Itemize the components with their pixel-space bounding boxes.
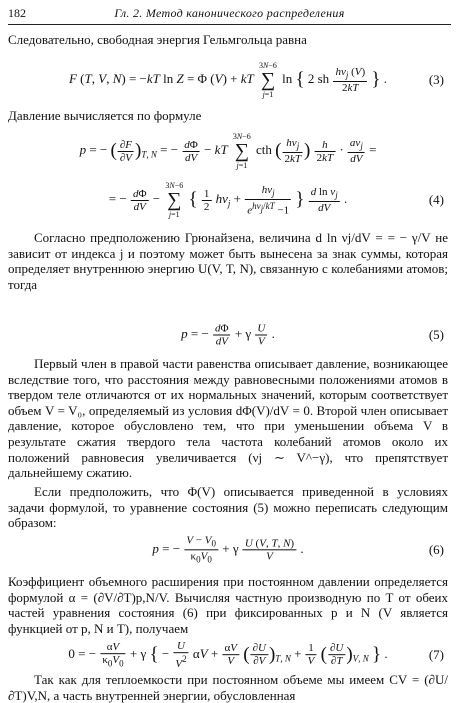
- running-head: Гл. 2. Метод канонического распределения: [114, 6, 345, 20]
- equation-4a: p = − ( $\frac{\partial F}{\partial V}$ )$_{T, N}$ = − $\frac{d\Phi}{dV}$ − kT 3N−6 ∑ j=1 cth ( $\frac{h\nu_j}{2kT}$ ) $\frac{h}{2kT}$ · $\frac{a\nu_j}{dV}$ =: [79, 132, 377, 170]
- equation-number: (7): [428, 647, 444, 662]
- equation-number: (3): [428, 72, 444, 87]
- page-header: [8, 6, 451, 25]
- equation-number: (6): [428, 542, 444, 557]
- equation-number: (5): [428, 327, 444, 342]
- paragraph-1: Следовательно, свободная энергия Гельмгольца равна: [8, 32, 307, 47]
- paragraph-4: Первый член в правой части равенства описывает давление, возникающее вследствие того, что расстояния между равновесными положениями атомов в твердом теле отличаются от их нормальных значений, которым соответствует объем V = V₀, определяемый из условия dΦ(V)/dV = 0. Второй член описывает давление, которое обусловлено тем, что при уменьшении объема V в результате сжатия твердого тела частота колебаний атомов около их положений равновесия увеличивается (νj ∼ V^−γ), что препятствует дальнейшему сжатию.: [8, 356, 448, 481]
- paragraph-6: Коэффициент объемного расширения при постоянном давлении определяется формулой α = (∂V/∂T)p,N/V. Вычисляя частную производную по T от обеих частей уравнения состояния (6) при фиксированных p и N (V является функцией от p, N и T), получаем: [8, 574, 448, 636]
- paragraph-7: Так как для теплоемкости при постоянном объеме мы имеем CV = (∂U/∂T)V,N, а часть внутренней энергии, обусловленная: [8, 672, 448, 703]
- paragraph-2: Давление вычисляется по формуле: [8, 108, 202, 123]
- equation-number: (4): [428, 192, 444, 207]
- paragraph-3: Согласно предположению Грюнайзена, величина d ln νj/dV = = − γ/V не зависит от индекса j и поэтому может быть вынесена за знак суммы, которая определяет внутреннюю энергию U(V, T, N), связанную с колебаниями атомов; тогда: [8, 230, 448, 292]
- paragraph-5: Если предположить, что Φ(V) описывается приведенной в условиях задачи формулой, то уравнение состояния (5) можно переписать следующим образом:: [8, 484, 448, 531]
- equation-6: p = − $\frac{V - V_0}{\kappa_0V_0}$ + γ $\frac{U (V, T, N)}{V}$ . (6): [152, 534, 444, 565]
- equation-5: p = − $\frac{d\Phi}{dV}$ + γ $\frac{U}{V}$ . (5): [181, 322, 444, 348]
- equation-4b: = − $\frac{d\Phi}{dV}$ − 3N−6 ∑ j=1 { $\frac{1}{2}$ $h\nu_j$ + $\frac{h\nu_j}{e^{h\nu_j/kT} -1}$ } $\frac{d \ln \nu_j}{dV}$ . (4): [108, 181, 444, 219]
- equation-3: F (T, V, N) = −kT ln Z = Φ (V) + kT 3N−6 ∑ j=1 ln { 2 sh $\frac{h\nu_j (V)}{2kT}$ } . (3): [68, 61, 444, 99]
- page-number: 182: [8, 6, 26, 20]
- equation-7: 0 = − $\frac{\alpha V}{\kappa_0V_0}$ + γ { − $\frac{U}{V^2}$ αV + $\frac{\alpha V}{V}$ ( $\frac{\partial U}{\partial V}$ )$_{T, N}$ + $\frac{1}{V}$ ( $\frac{\partial U}{\partial T}$ )$_{V, N}$ } . (7): [68, 640, 444, 670]
